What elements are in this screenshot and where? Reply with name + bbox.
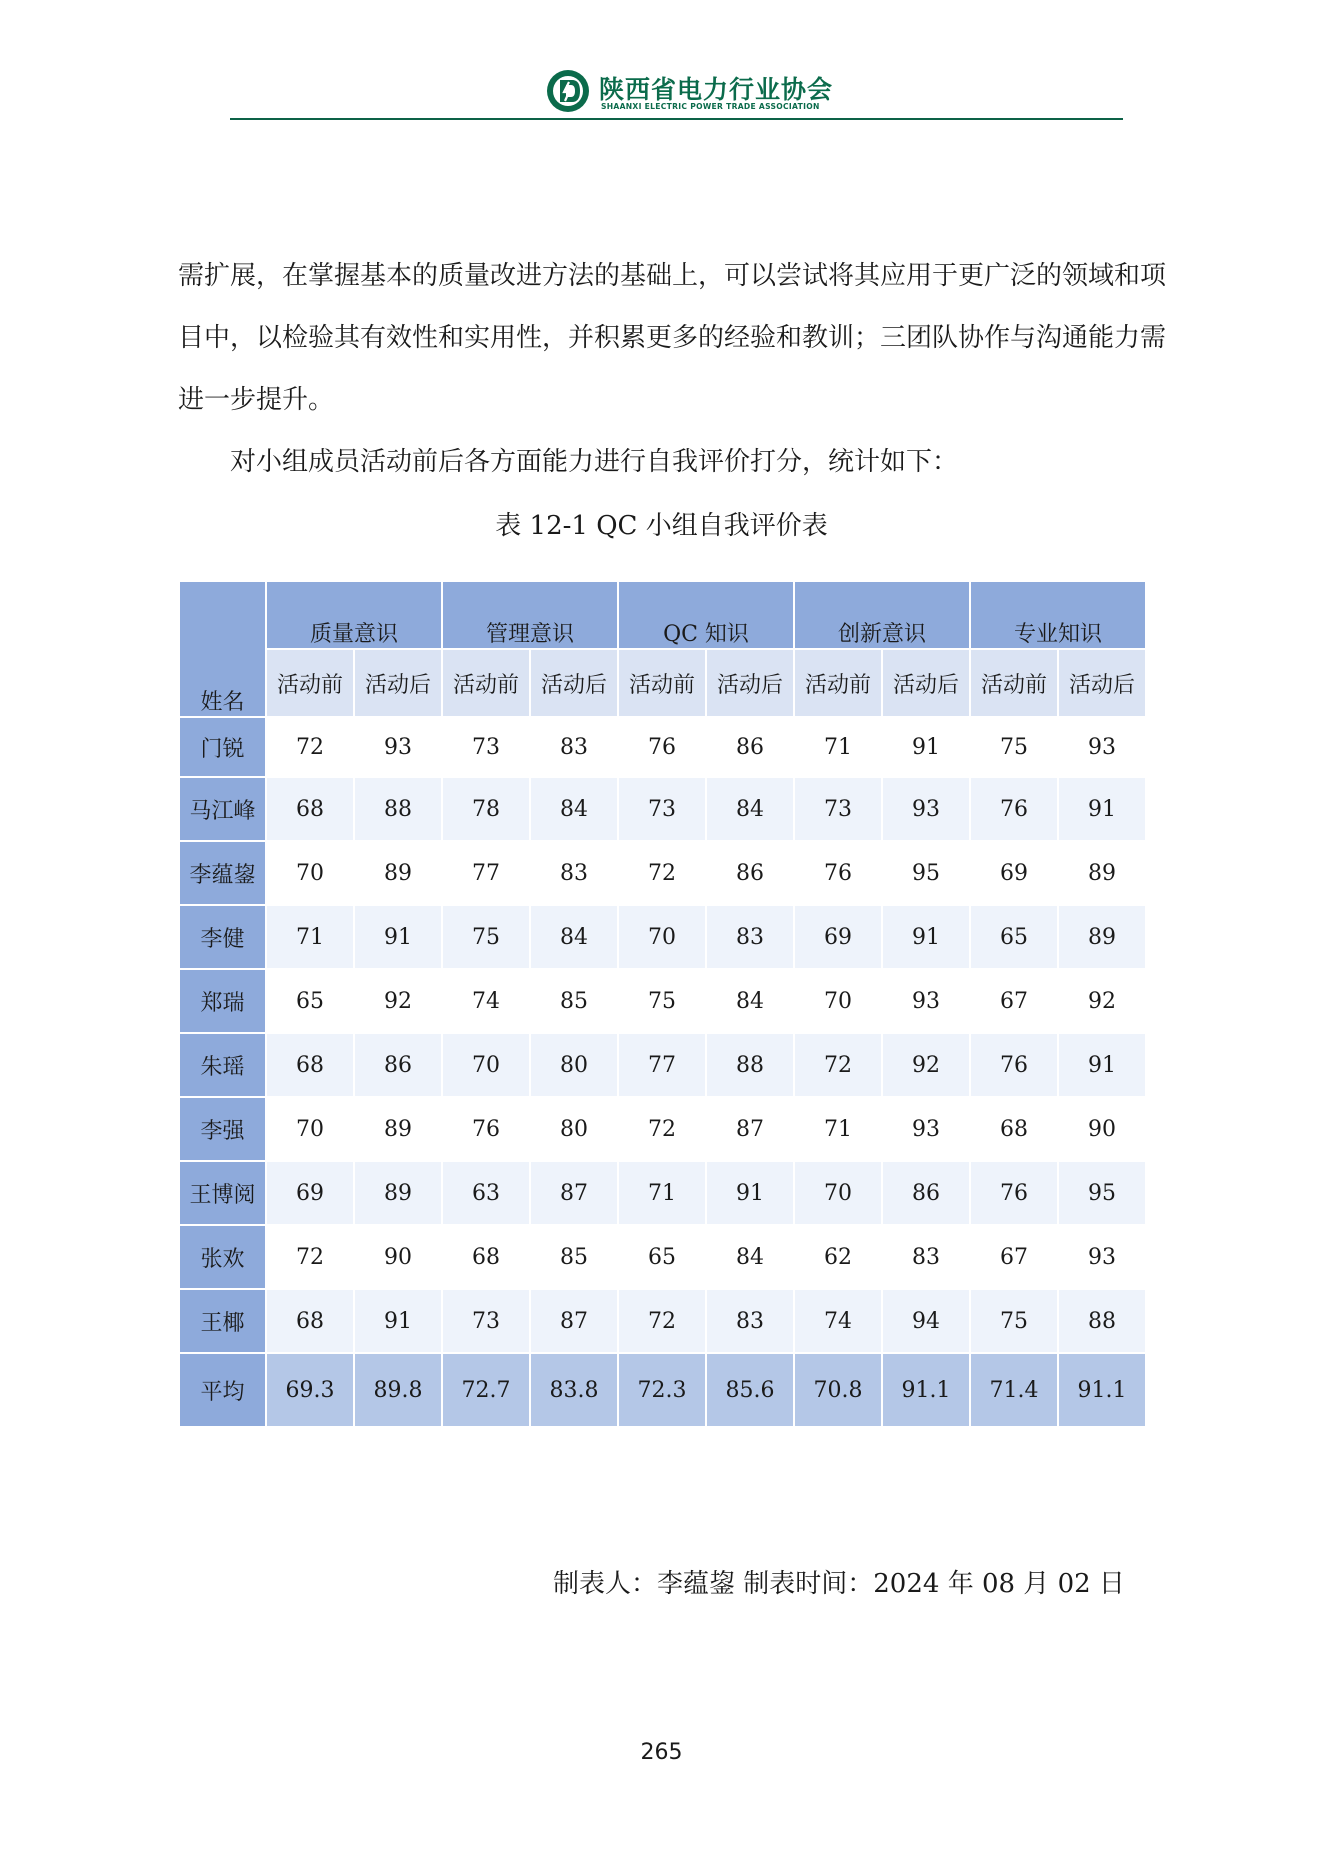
score-cell: 89 (354, 841, 442, 905)
score-cell: 72 (618, 1289, 706, 1353)
average-score-cell: 72.7 (442, 1353, 530, 1427)
table-row (179, 1033, 1146, 1097)
score-cell: 83 (706, 905, 794, 969)
average-score-cell: 72.3 (618, 1353, 706, 1427)
score-cell: 90 (354, 1225, 442, 1289)
score-cell: 80 (530, 1097, 618, 1161)
table-caption: 表 12-1 QC 小组自我评价表 (495, 511, 828, 541)
average-score-cell: 70.8 (794, 1353, 882, 1427)
score-cell: 75 (618, 969, 706, 1033)
table-row (179, 1289, 1146, 1353)
score-cell: 89 (1058, 905, 1146, 969)
score-cell: 93 (882, 969, 970, 1033)
score-cell: 62 (794, 1225, 882, 1289)
score-cell: 92 (882, 1033, 970, 1097)
score-cell: 89 (354, 1161, 442, 1225)
score-cell: 63 (442, 1161, 530, 1225)
group-header-innovation: 创新意识 (794, 581, 970, 649)
score-cell: 71 (794, 1097, 882, 1161)
average-label: 平均 (179, 1353, 266, 1427)
score-cell: 68 (266, 1033, 354, 1097)
score-cell: 94 (882, 1289, 970, 1353)
score-cell: 92 (354, 969, 442, 1033)
score-cell: 65 (618, 1225, 706, 1289)
average-score-cell: 69.3 (266, 1353, 354, 1427)
table-row (179, 1097, 1146, 1161)
member-name: 李健 (179, 905, 266, 969)
score-cell: 68 (266, 1289, 354, 1353)
score-cell: 85 (530, 1225, 618, 1289)
sub-header-before: 活动前 (442, 649, 530, 717)
score-cell: 93 (1058, 717, 1146, 777)
sub-header-after: 活动后 (530, 649, 618, 717)
score-cell: 87 (530, 1289, 618, 1353)
page-header (0, 62, 1323, 122)
sub-header-after: 活动后 (354, 649, 442, 717)
table-footer-note: 制表人：李蕴鋆 制表时间：2024 年 08 月 02 日 (553, 1569, 1125, 1599)
score-cell: 93 (1058, 1225, 1146, 1289)
table-row (179, 905, 1146, 969)
member-name: 王博阅 (179, 1161, 266, 1225)
score-cell: 84 (706, 969, 794, 1033)
table-row (179, 1225, 1146, 1289)
score-cell: 72 (266, 717, 354, 777)
table-row (179, 777, 1146, 841)
sub-header-after: 活动后 (882, 649, 970, 717)
score-cell: 84 (706, 777, 794, 841)
name-column-header: 姓名 (179, 581, 266, 717)
score-cell: 72 (618, 1097, 706, 1161)
sub-header-before: 活动前 (970, 649, 1058, 717)
table-sub-header-row (179, 649, 1146, 717)
score-cell: 76 (618, 717, 706, 777)
score-cell: 71 (618, 1161, 706, 1225)
score-cell: 77 (618, 1033, 706, 1097)
group-header-quality: 质量意识 (266, 581, 442, 649)
page-number: 265 (640, 1740, 683, 1765)
header-divider (230, 118, 1123, 120)
score-cell: 91 (882, 905, 970, 969)
member-name: 门锐 (179, 717, 266, 777)
score-cell: 76 (442, 1097, 530, 1161)
score-cell: 67 (970, 1225, 1058, 1289)
score-cell: 83 (530, 841, 618, 905)
score-cell: 87 (706, 1097, 794, 1161)
score-cell: 89 (1058, 841, 1146, 905)
score-cell: 93 (882, 777, 970, 841)
score-cell: 84 (706, 1225, 794, 1289)
score-cell: 67 (970, 969, 1058, 1033)
table-row (179, 1161, 1146, 1225)
table-group-header-row (179, 581, 1146, 649)
score-cell: 71 (794, 717, 882, 777)
score-cell: 74 (442, 969, 530, 1033)
score-cell: 70 (794, 969, 882, 1033)
score-cell: 76 (970, 777, 1058, 841)
association-emblem-icon (545, 68, 591, 114)
member-name: 李蕴鋆 (179, 841, 266, 905)
score-cell: 65 (970, 905, 1058, 969)
score-cell: 68 (442, 1225, 530, 1289)
score-cell: 95 (1058, 1161, 1146, 1225)
score-cell: 91 (354, 905, 442, 969)
score-cell: 72 (266, 1225, 354, 1289)
score-cell: 71 (266, 905, 354, 969)
association-logo (545, 68, 834, 120)
table-row (179, 717, 1146, 777)
score-cell: 83 (530, 717, 618, 777)
score-cell: 90 (1058, 1097, 1146, 1161)
score-cell: 76 (970, 1161, 1058, 1225)
score-cell: 74 (794, 1289, 882, 1353)
score-cell: 84 (530, 777, 618, 841)
score-cell: 80 (530, 1033, 618, 1097)
score-cell: 68 (970, 1097, 1058, 1161)
average-row (179, 1353, 1146, 1427)
score-cell: 75 (970, 1289, 1058, 1353)
score-cell: 84 (530, 905, 618, 969)
score-cell: 91 (706, 1161, 794, 1225)
score-cell: 91 (1058, 1033, 1146, 1097)
table-row (179, 969, 1146, 1033)
average-score-cell: 71.4 (970, 1353, 1058, 1427)
member-name: 郑瑞 (179, 969, 266, 1033)
body-paragraph: 需扩展，在掌握基本的质量改进方法的基础上，可以尝试将其应用于更广泛的领域和项目中，以检验其有效性和实用性，并积累更多的经验和教训；三团队协作与沟通能力需进一步提升。 (178, 261, 1167, 415)
average-score-cell: 83.8 (530, 1353, 618, 1427)
score-cell: 73 (618, 777, 706, 841)
member-name: 马江峰 (179, 777, 266, 841)
score-cell: 72 (794, 1033, 882, 1097)
table-row (179, 841, 1146, 905)
score-cell: 75 (970, 717, 1058, 777)
score-cell: 68 (266, 777, 354, 841)
average-score-cell: 91.1 (882, 1353, 970, 1427)
score-cell: 93 (354, 717, 442, 777)
group-header-management: 管理意识 (442, 581, 618, 649)
score-cell: 70 (618, 905, 706, 969)
score-cell: 86 (354, 1033, 442, 1097)
score-cell: 73 (794, 777, 882, 841)
score-cell: 77 (442, 841, 530, 905)
score-cell: 86 (706, 717, 794, 777)
average-score-cell: 85.6 (706, 1353, 794, 1427)
score-cell: 83 (706, 1289, 794, 1353)
association-name-en: SHAANXI ELECTRIC POWER TRADE ASSOCIATION (601, 102, 820, 111)
score-cell: 70 (442, 1033, 530, 1097)
sub-header-before: 活动前 (794, 649, 882, 717)
average-score-cell: 89.8 (354, 1353, 442, 1427)
score-cell: 72 (618, 841, 706, 905)
member-name: 王椰 (179, 1289, 266, 1353)
sub-header-before: 活动前 (618, 649, 706, 717)
score-cell: 70 (266, 1097, 354, 1161)
score-cell: 78 (442, 777, 530, 841)
group-header-qc-knowledge: QC 知识 (618, 581, 794, 649)
score-cell: 76 (794, 841, 882, 905)
score-cell: 86 (882, 1161, 970, 1225)
association-name-cn: 陕西省电力行业协会 (599, 75, 834, 104)
member-name: 朱瑶 (179, 1033, 266, 1097)
score-cell: 73 (442, 717, 530, 777)
group-header-professional: 专业知识 (970, 581, 1146, 649)
sub-header-before: 活动前 (266, 649, 354, 717)
score-cell: 93 (882, 1097, 970, 1161)
score-cell: 83 (882, 1225, 970, 1289)
sub-header-after: 活动后 (706, 649, 794, 717)
score-cell: 65 (266, 969, 354, 1033)
score-cell: 88 (354, 777, 442, 841)
score-cell: 91 (1058, 777, 1146, 841)
score-cell: 91 (882, 717, 970, 777)
score-cell: 88 (1058, 1289, 1146, 1353)
score-cell: 91 (354, 1289, 442, 1353)
score-cell: 73 (442, 1289, 530, 1353)
table-intro-paragraph: 对小组成员活动前后各方面能力进行自我评价打分，统计如下： (230, 447, 959, 477)
score-cell: 87 (530, 1161, 618, 1225)
score-cell: 89 (354, 1097, 442, 1161)
sub-header-after: 活动后 (1058, 649, 1146, 717)
qc-self-evaluation-table (178, 580, 1147, 1428)
score-cell: 69 (970, 841, 1058, 905)
score-cell: 70 (794, 1161, 882, 1225)
score-cell: 86 (706, 841, 794, 905)
score-cell: 69 (266, 1161, 354, 1225)
member-name: 张欢 (179, 1225, 266, 1289)
score-cell: 76 (970, 1033, 1058, 1097)
average-score-cell: 91.1 (1058, 1353, 1146, 1427)
score-cell: 95 (882, 841, 970, 905)
score-cell: 85 (530, 969, 618, 1033)
score-cell: 70 (266, 841, 354, 905)
score-cell: 75 (442, 905, 530, 969)
score-cell: 92 (1058, 969, 1146, 1033)
score-cell: 69 (794, 905, 882, 969)
member-name: 李强 (179, 1097, 266, 1161)
score-cell: 88 (706, 1033, 794, 1097)
